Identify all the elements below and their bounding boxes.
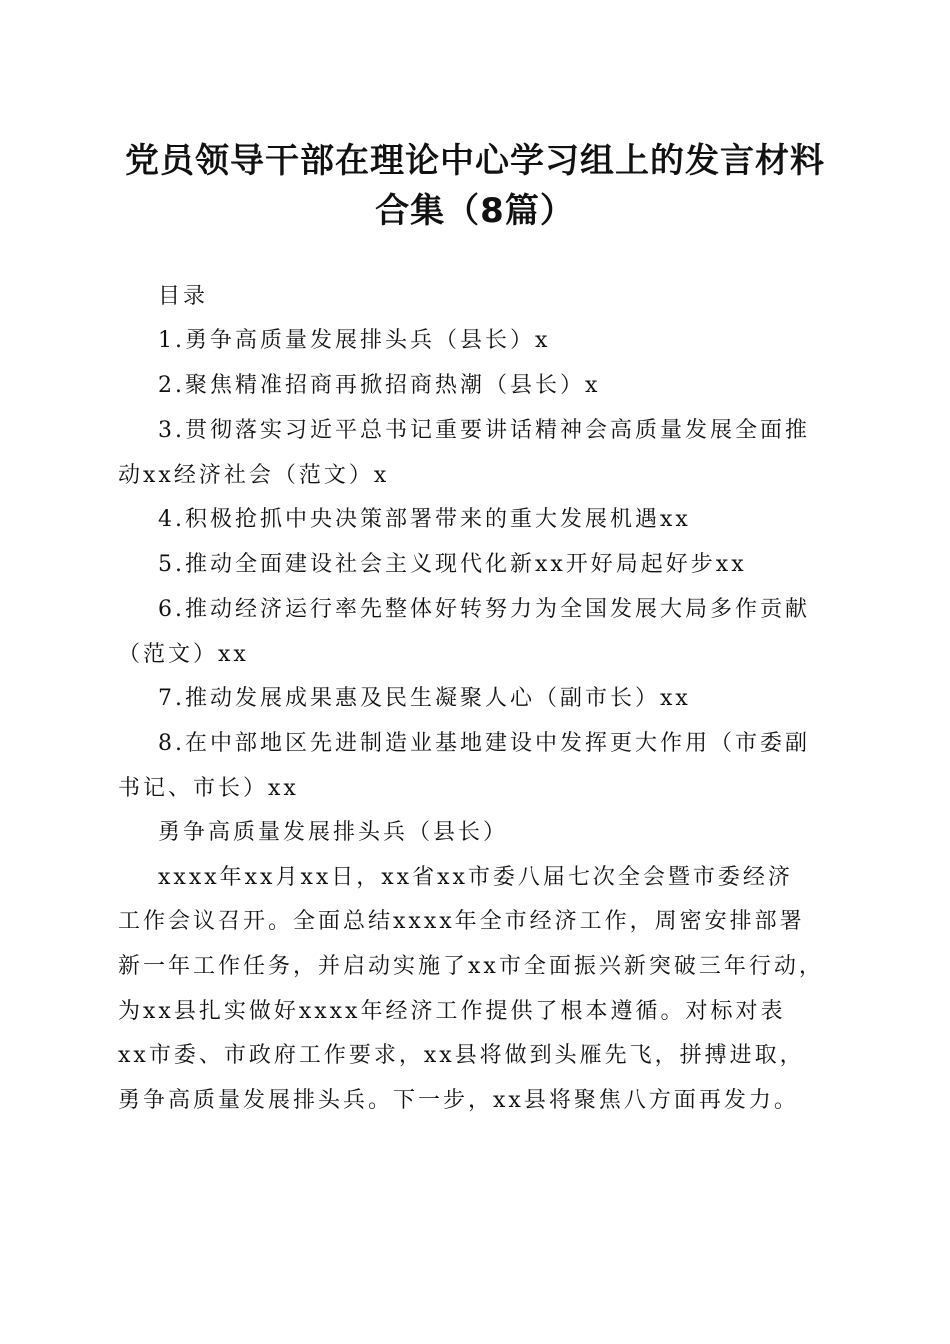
body-line-1: xxxx年xx月xx日，xx省xx市委八届七次全会暨市委经济 bbox=[158, 865, 793, 890]
toc-item-6: 6.推动经济运行率先整体好转努力为全国发展大局多作贡献 bbox=[158, 597, 810, 622]
toc-item-4: 4.积极抢抓中央决策部署带来的重大发展机遇xx bbox=[158, 507, 691, 532]
toc-heading: 目录 bbox=[158, 284, 209, 309]
body-line-3: 新一年工作任务，并启动实施了xx市全面振兴新突破三年行动， bbox=[118, 954, 824, 979]
section-heading: 勇争高质量发展排头兵（县长） bbox=[158, 820, 509, 845]
toc-item-8: 8.在中部地区先进制造业基地建设中发挥更大作用（市委副 bbox=[158, 731, 810, 756]
body-line-6: 勇争高质量发展排头兵。下一步，xx县将聚焦八方面再发力。 bbox=[118, 1088, 799, 1113]
toc-item-8-cont: 书记、市长）xx bbox=[118, 776, 299, 801]
toc-item-5: 5.推动全面建设社会主义现代化新xx开好局起好步xx bbox=[158, 552, 747, 577]
body-line-5: xx市委、市政府工作要求，xx县将做到头雁先飞，拼搏进取， bbox=[118, 1043, 805, 1068]
body-line-4: 为xx县扎实做好xxxx年经济工作提供了根本遵循。对标对表 bbox=[118, 999, 786, 1024]
toc-item-3-cont: 动xx经济社会（范文）x bbox=[118, 463, 390, 488]
document-title-line-2: 合集（8篇） bbox=[375, 191, 575, 231]
toc-item-7: 7.推动发展成果惠及民生凝聚人心（副市长）xx bbox=[158, 686, 691, 711]
body-line-2: 工作会议召开。全面总结xxxx年全市经济工作，周密安排部署 bbox=[118, 909, 805, 934]
toc-item-6-cont: （范文）xx bbox=[118, 642, 249, 667]
toc-item-3: 3.贯彻落实习近平总书记重要讲话精神会高质量发展全面推 bbox=[158, 418, 810, 443]
toc-item-1: 1.勇争高质量发展排头兵（县长）x bbox=[158, 328, 551, 353]
document-title-line-1: 党员领导干部在理论中心学习组上的发言材料 bbox=[125, 141, 825, 181]
toc-item-2: 2.聚焦精准招商再掀招商热潮（县长）x bbox=[158, 373, 601, 398]
